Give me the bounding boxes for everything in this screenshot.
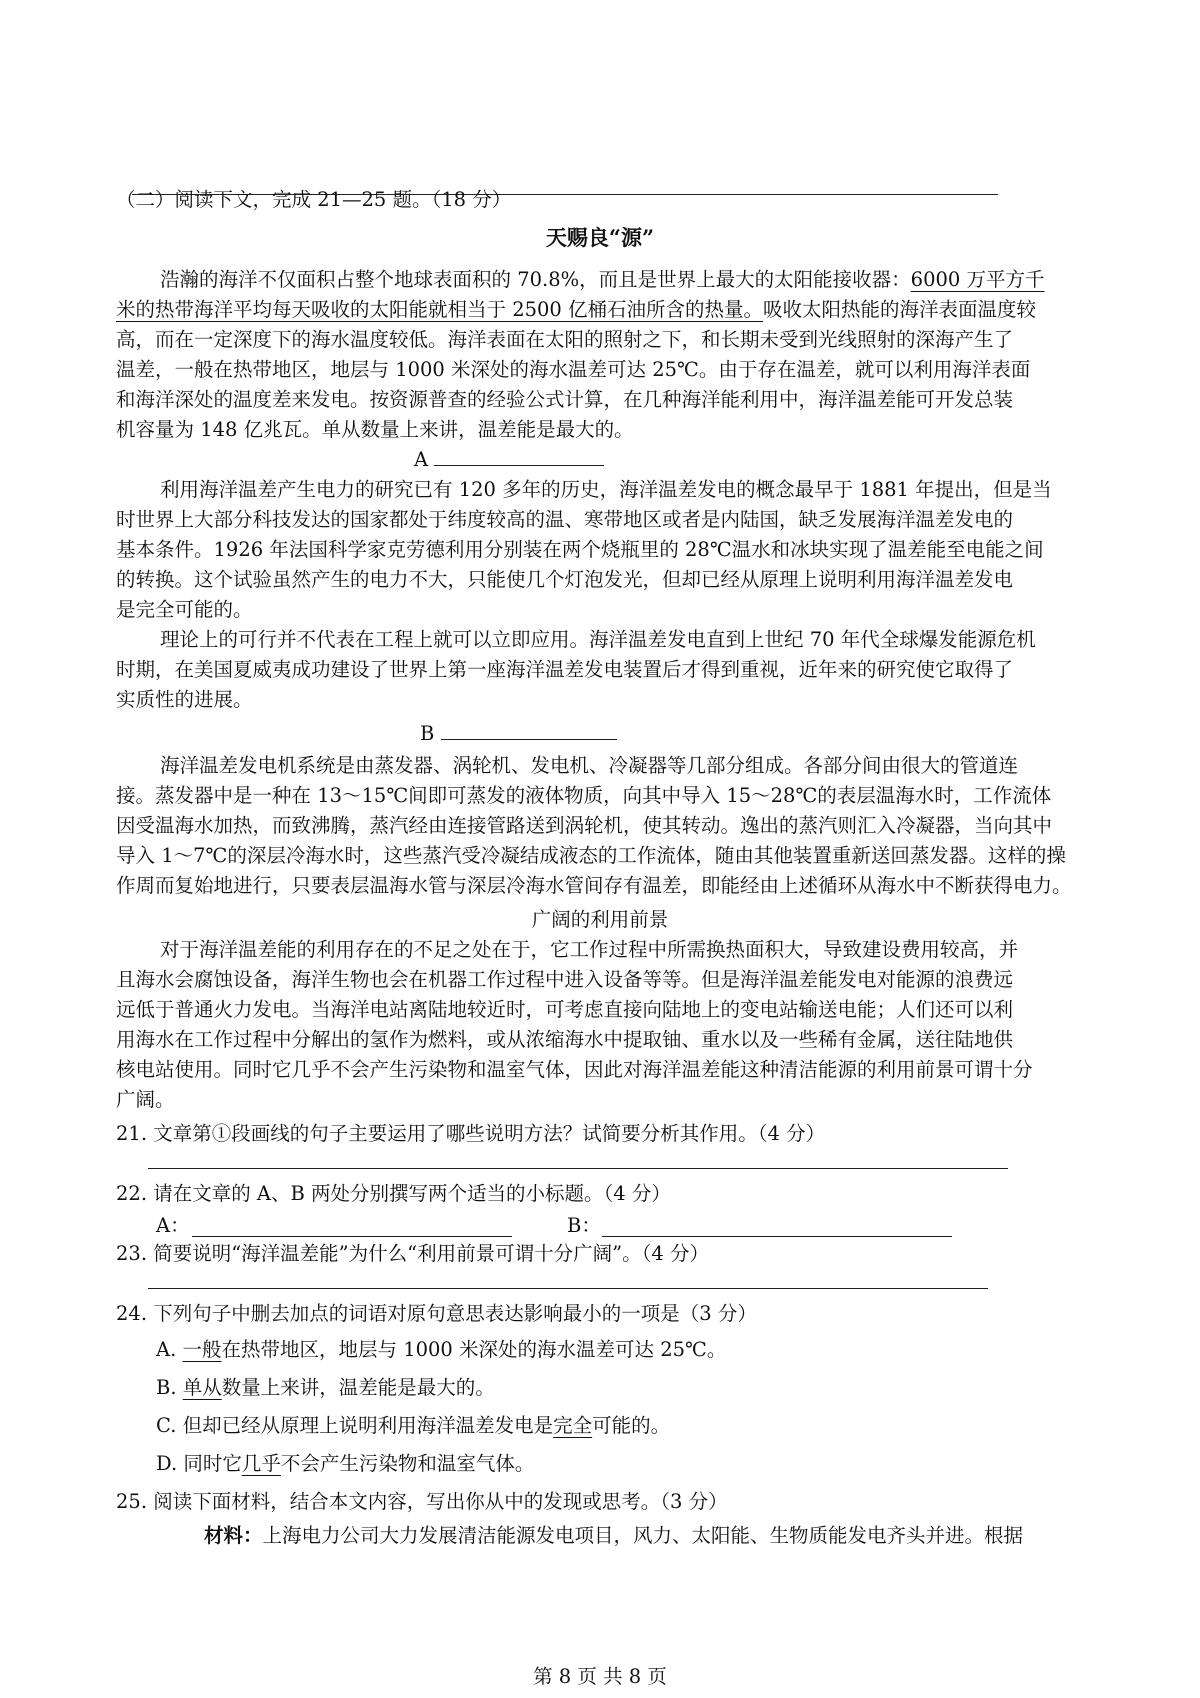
p2-line-2: 时世界上大部分科技发达的国家都处于纬度较高的温、寒带地区或者是内陆国，缺乏发展海洋温差发电的 — [116, 508, 1014, 531]
answer-line-22-a — [192, 1236, 512, 1237]
p1-line-5: 和海洋深处的温度差来发电。按资源普查的经验公式计算，在几种海洋能利用中，海洋温差能可开发总装 — [116, 388, 1014, 411]
p2-line-4: 的转换。这个试验虽然产生的电力不大，只能使几个灯泡发光，但却已经从原理上说明利用海洋温差发电 — [116, 568, 1014, 591]
subtitle-b-blank — [420, 720, 1200, 748]
blank-b-line — [441, 721, 617, 740]
p3-line-2: 时期，在美国夏威夷成功建设了世界上第一座海洋温差发电装置后才得到重视，近年来的研究使它取得了 — [116, 658, 1014, 681]
material-label: 材料： — [204, 1524, 263, 1547]
p5-line-6: 广阔。 — [116, 1088, 175, 1111]
question-25: 25. 阅读下面材料，结合本文内容，写出你从中的发现或思考。（3 分） — [116, 1490, 728, 1513]
p1-line-6: 机容量为 148 亿兆瓦。单从数量上来讲，温差能是最大的。 — [116, 418, 634, 441]
answer-22-b-label: B： — [567, 1214, 601, 1237]
option-d-text-post: 不会产生污染物和温室气体。 — [280, 1452, 535, 1475]
p4-line-4: 导入 1～7℃的深层冷海水时，这些蒸汽受冷凝结成液态的工作流体，随由其他装置重新送回蒸发器。这样的操 — [116, 844, 1066, 867]
p1-line-2-text: 吸收太阳热能的海洋表面温度较 — [763, 298, 1037, 321]
p3-line-1: 理论上的可行并不代表在工程上就可以立即应用。海洋温差发电直到上世纪 70 年代全球爆发能源危机 — [160, 628, 1036, 651]
question-23: 23. 简要说明“海洋温差能”为什么“利用前景可谓十分广阔”。（4 分） — [116, 1242, 709, 1265]
section-header: （二）阅读下文，完成 21—25 题。（18 分） — [116, 188, 512, 211]
subheading: 广阔的利用前景 — [531, 908, 669, 931]
p4-line-2: 接。蒸发器中是一种在 13～15℃间即可蒸发的液体物质，向其中导入 15～28℃的表层温海水时，工作流体 — [116, 784, 1052, 807]
answer-line-23 — [148, 1288, 988, 1289]
question-22: 22. 请在文章的 A、B 两处分别撰写两个适当的小标题。（4 分） — [116, 1182, 671, 1205]
p5-line-2: 且海水会腐蚀设备，海洋生物也会在机器工作过程中进入设备等等。但是海洋温差能发电对能源的浪费远 — [116, 968, 1014, 991]
p1-line-1 — [160, 266, 1150, 294]
option-c-keyword: 完全 — [553, 1414, 593, 1437]
option-c-text-post: 可能的。 — [592, 1414, 671, 1437]
p1-line-3: 高，而在一定深度下的海水温度较低。海洋表面在太阳的照射之下，和长期未受到光线照射的深海产生了 — [116, 328, 1014, 351]
p1-line-1-text: 浩瀚的海洋不仅面积占整个地球表面积的 70.8%，而且是世界上最大的太阳能接收器： — [160, 268, 911, 291]
p2-line-3: 基本条件。1926 年法国科学家克劳德利用分别装在两个烧瓶里的 28℃温水和冰块实现了温差能至电能之间 — [116, 538, 1044, 561]
p5-line-1: 对于海洋温差能的利用存在的不足之处在于，它工作过程中所需换热面积大，导致建设费用较高，并 — [160, 938, 1019, 961]
page-footer: 第 8 页 共 8 页 — [533, 1665, 667, 1688]
article-title: 天赐良“源” — [545, 225, 655, 250]
option-b-text: 数量上来讲，温差能是最大的。 — [221, 1376, 495, 1399]
p2-line-1: 利用海洋温差产生电力的研究已有 120 多年的历史，海洋温差发电的概念最早于 1881 年提出，但是当 — [160, 478, 1052, 501]
label-a: A — [414, 448, 429, 471]
material-text: 上海电力公司大力发展清洁能源发电项目，风力、太阳能、生物质能发电齐头并进。根据 — [262, 1524, 1024, 1547]
p4-line-3: 因受温海水加热，而致沸腾，蒸汽经由连接管路送到涡轮机，使其转动。逸出的蒸汽则汇入冷凝器，当向其中 — [116, 814, 1053, 837]
option-a-keyword: 一般 — [182, 1338, 222, 1361]
p4-line-1: 海洋温差发电机系统是由蒸发器、涡轮机、发电机、冷凝器等几部分组成。各部分间由很大的管道连 — [160, 754, 1019, 777]
label-b: B — [420, 722, 435, 745]
p1-line-2 — [116, 296, 1106, 324]
option-a-text: 在热带地区，地层与 1000 米深处的海水温差可达 25℃。 — [221, 1338, 727, 1361]
option-b-keyword: 单从 — [182, 1376, 222, 1399]
p5-line-5: 核电站使用。同时它几乎不会产生污染物和温室气体，因此对海洋温差能这种清洁能源的利用前景可谓十分 — [116, 1058, 1033, 1081]
underlined-sentence-part-2: 米的热带海洋平均每天吸收的太阳能就相当于 2500 亿桶石油所含的热量。 — [116, 298, 764, 321]
material-line — [204, 1522, 1194, 1550]
option-a — [156, 1336, 1146, 1364]
option-a-letter: A. — [156, 1338, 183, 1361]
option-c — [156, 1412, 1146, 1440]
question-24: 24. 下列句子中删去加点的词语对原句意思表达影响最小的一项是（3 分） — [116, 1302, 757, 1325]
answer-22-a-label: A： — [156, 1214, 190, 1237]
question-21: 21. 文章第①段画线的句子主要运用了哪些说明方法？试简要分析其作用。（4 分） — [116, 1122, 826, 1145]
option-d — [156, 1450, 1146, 1478]
underlined-sentence-part-1: 6000 万平方千 — [910, 268, 1045, 291]
p4-line-5: 作周而复始地进行，只要表层温海水管与深层冷海水管间存有温差，即能经由上述循环从海水中不断获得电力。 — [116, 874, 1072, 897]
option-d-text-pre: D. 同时它 — [156, 1452, 242, 1475]
p3-line-3: 实质性的进展。 — [116, 688, 253, 711]
p1-line-4: 温差，一般在热带地区，地层与 1000 米深处的海水温差可达 25℃。由于存在温差，就可以利用海洋表面 — [116, 358, 1031, 381]
answer-line-22-b — [602, 1236, 952, 1237]
option-b-letter: B. — [156, 1376, 183, 1399]
p5-line-4: 用海水在工作过程中分解出的氢作为燃料，或从浓缩海水中提取铀、重水以及一些稀有金属，送往陆地供 — [116, 1028, 1014, 1051]
blank-a-line — [434, 447, 604, 466]
p5-line-3: 远低于普通火力发电。当海洋电站离陆地较近时，可考虑直接向陆地上的变电站输送电能；人们还可以利 — [116, 998, 1014, 1021]
subtitle-a-blank — [414, 446, 1200, 474]
answer-line-21 — [148, 1168, 1008, 1169]
option-d-keyword: 几乎 — [241, 1452, 281, 1475]
option-c-text-pre: C. 但却已经从原理上说明利用海洋温差发电是 — [156, 1414, 554, 1437]
option-b — [156, 1374, 1146, 1402]
p2-line-5: 是完全可能的。 — [116, 598, 253, 621]
